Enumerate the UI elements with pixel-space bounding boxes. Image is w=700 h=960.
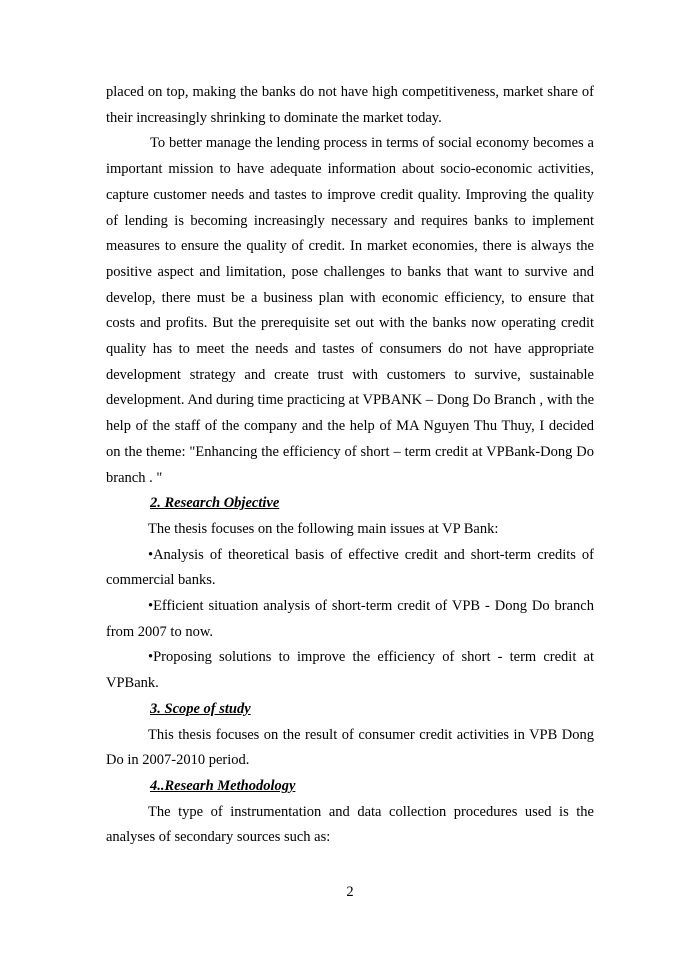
paragraph-continuation: placed on top, making the banks do not have high competitiveness, market share of their increasingly shrinking to dominate the market today. [106, 84, 594, 126]
bullet-item: •Proposing solutions to improve the efficiency of short - term credit at VPBank. [106, 649, 594, 692]
section-paragraph-scope: This thesis focuses on the result of consumer credit activities in VPB Dong Do in 2007-2010 period. [106, 726, 594, 769]
section-intro: The thesis focuses on the following main issues at VP Bank: [148, 520, 499, 537]
bullet-item: •Efficient situation analysis of short-term credit of VPB - Dong Do branch from 2007 to now. [106, 598, 594, 640]
section-heading-research-objective: 2. Research Objective [150, 495, 280, 512]
paragraph-lending: To better manage the lending process in terms of social economy becomes a important mission to have adequate information about socio-economic activities, capture customer needs and tastes to improve credit quality. Improving the quality of lending is becoming increasingly necessary and requires banks to implement measures to ensure the quality of credit. In market economies, there is always the positive aspect and limitation, pose challenges to banks that want to survive and develop, there must be a business plan with economic efficiency, to ensure that costs and profits. But the prerequisite set out with the banks now operating credit quality has to meet the needs and tastes of consumers do not have appropriate development strategy and create trust with customers to survive, sustainable development. And during time practicing at VPBANK – Dong Do Branch , with the help of the staff of the company and the help of MA Nguyen Thu Thuy, I decided on the theme: "Enhancing the efficiency of short – term credit at VPBank-Dong Do branch . " [106, 135, 594, 486]
body-text [106, 80, 594, 851]
section-heading-scope-of-study: 3. Scope of study [150, 700, 251, 717]
bullet-item: •Analysis of theoretical basis of effective credit and short-term credits of commercial banks. [106, 546, 594, 589]
page-number: 2 [346, 884, 354, 900]
section-heading-methodology: 4..Researh Methodology [150, 777, 296, 794]
section-paragraph-methodology: The type of instrumentation and data collection procedures used is the analyses of secondary sources such as: [106, 803, 594, 846]
